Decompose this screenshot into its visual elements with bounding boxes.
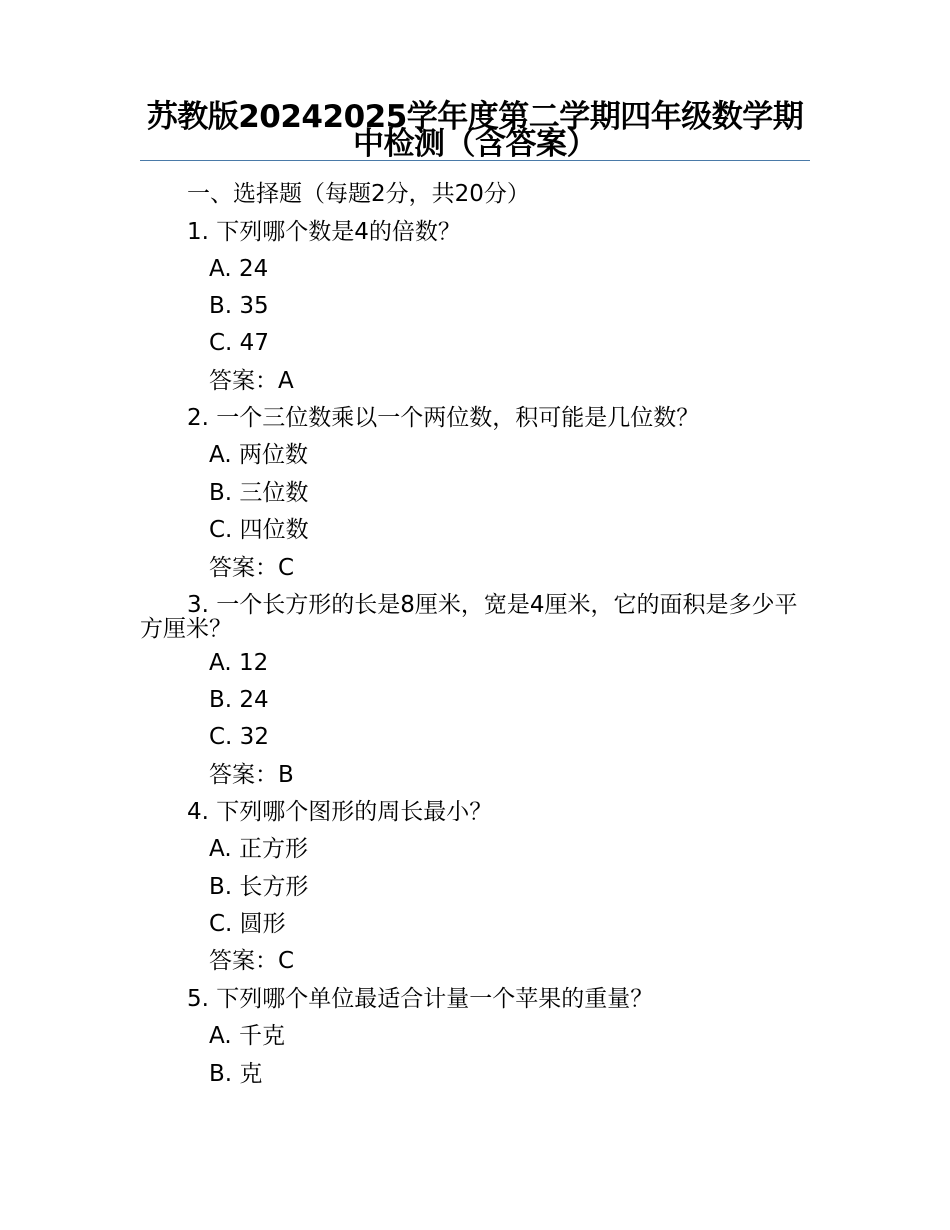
question-1-option-c: C. 47 [209, 330, 269, 356]
title-underline [140, 160, 810, 161]
question-1-stem: 1. 下列哪个数是4的倍数？ [187, 219, 461, 245]
document-title: 苏教版20242025学年度第二学期四年级数学期中检测（含答案） [146, 99, 804, 162]
question-5-stem: 5. 下列哪个单位最适合计量一个苹果的重量？ [187, 986, 654, 1012]
question-1-answer: 答案：A [209, 368, 294, 394]
question-4-answer: 答案：C [209, 948, 295, 974]
question-4-option-a: A. 正方形 [209, 836, 308, 862]
question-2-option-a: A. 两位数 [209, 442, 308, 468]
question-1-option-b: B. 35 [209, 293, 269, 319]
question-3-stem: 3. 一个长方形的长是8厘米，宽是4厘米，它的面积是多少平方厘米？ [140, 592, 798, 642]
question-5-option-a: A. 千克 [209, 1023, 285, 1049]
question-2-option-c: C. 四位数 [209, 517, 309, 543]
question-2-stem: 2. 一个三位数乘以一个两位数，积可能是几位数？ [187, 405, 700, 431]
question-2-answer: 答案：C [209, 555, 295, 581]
question-5-option-b: B. 克 [209, 1061, 263, 1087]
question-3-option-c: C. 32 [209, 724, 269, 750]
question-1-option-a: A. 24 [209, 256, 269, 282]
question-3-option-a: A. 12 [209, 650, 269, 676]
question-2-option-b: B. 三位数 [209, 480, 309, 506]
section-heading: 一、选择题（每题2分，共20分） [187, 181, 530, 207]
question-4-option-c: C. 圆形 [209, 911, 286, 937]
question-3-answer: 答案：B [209, 762, 294, 788]
question-4-option-b: B. 长方形 [209, 874, 309, 900]
question-4-stem: 4. 下列哪个图形的周长最小？ [187, 799, 493, 825]
question-3-option-b: B. 24 [209, 687, 269, 713]
